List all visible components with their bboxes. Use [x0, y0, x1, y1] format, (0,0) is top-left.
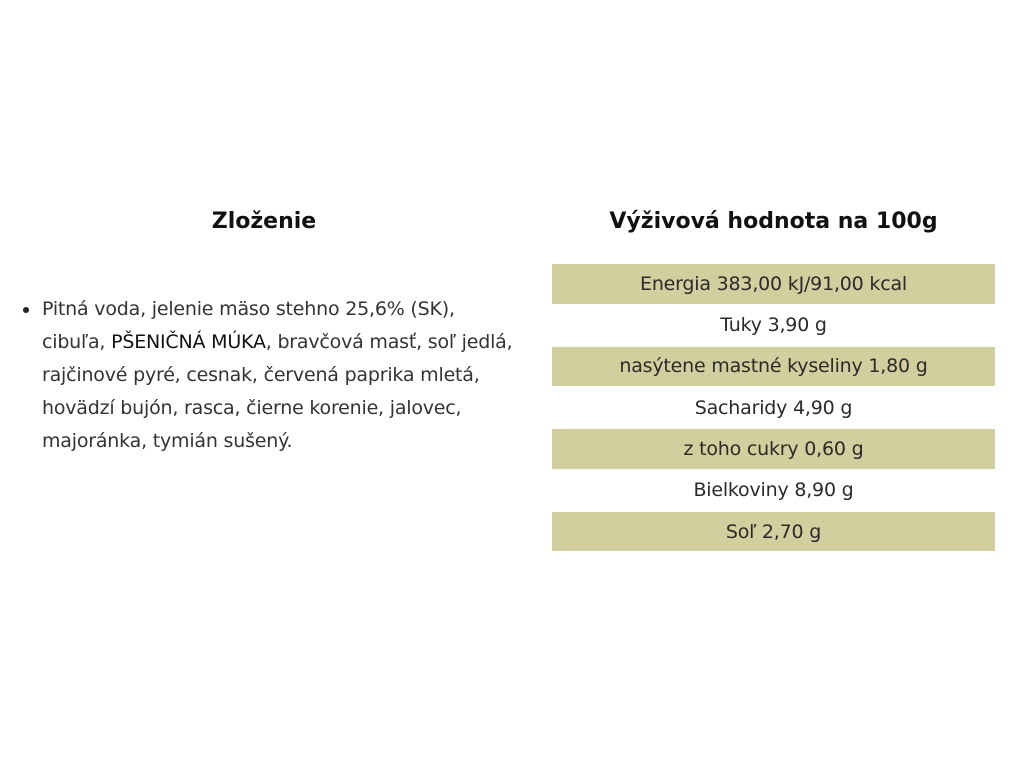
nutrition-row-salt: Soľ 2,70 g — [552, 512, 995, 552]
nutrition-row-energy: Energia 383,00 kJ/91,00 kcal — [552, 264, 995, 304]
ingredients-text-before: Pitná voda, jelenie mäso stehno 25,6% (SK), cibuľa, — [42, 298, 455, 353]
nutrition-row-carbohydrates: Sacharidy 4,90 g — [694, 396, 853, 419]
nutrition-row-saturated-fat: nasýtene mastné kyseliny 1,80 g — [552, 347, 995, 387]
ingredients-text-after: , bravčová masť, soľ jedlá, rajčinové pyré, cesnak, červená paprika mletá, hovädzí bujón, rasca, čierne korenie, jalovec, majoránka, tymián sušený. — [42, 331, 513, 452]
ingredients-list — [20, 293, 520, 458]
nutrition-row-protein: Bielkoviny 8,90 g — [693, 479, 854, 502]
nutrition-table — [552, 264, 995, 553]
allergen-highlight: PŠENIČNÁ MÚKA — [111, 331, 266, 353]
nutrition-row-fat: Tuky 3,90 g — [720, 314, 827, 337]
nutrition-heading: Výživová hodnota na 100g — [609, 209, 938, 235]
ingredients-list-item — [20, 293, 520, 458]
ingredients-heading: Zloženie — [211, 209, 317, 235]
nutrition-row-sugars: z toho cukry 0,60 g — [552, 429, 995, 469]
